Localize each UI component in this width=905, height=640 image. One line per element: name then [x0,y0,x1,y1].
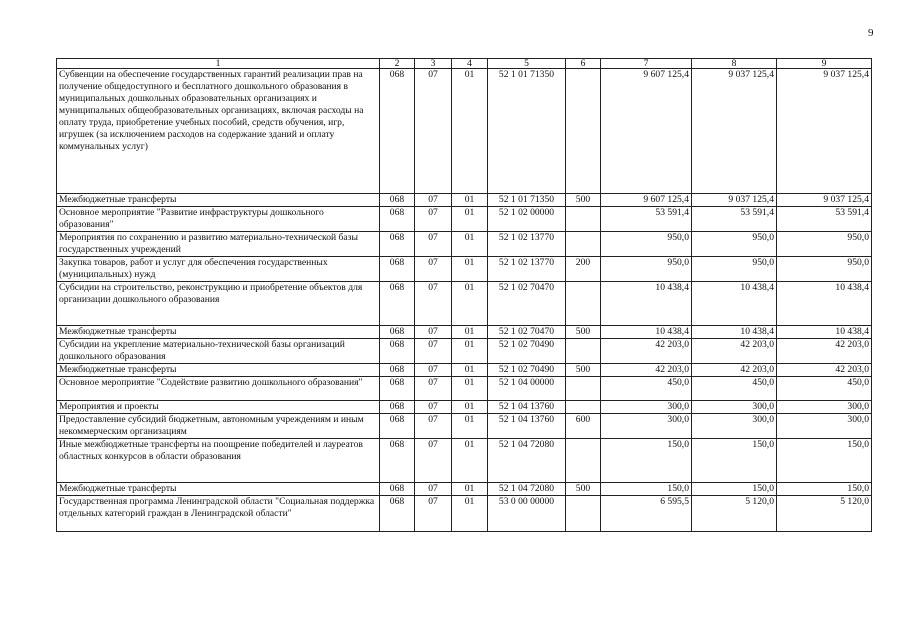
expense-type-code [566,207,601,232]
table-row [57,401,872,414]
amount-col-7: 10 438,4 [601,326,692,339]
target-article-code: 52 1 04 13760 [488,414,566,439]
row-description: Основное мероприятие "Содействие развитию дошкольного образования" [57,377,380,401]
subsection-code: 01 [452,194,488,207]
expense-type-code: 500 [566,364,601,377]
row-description: Закупка товаров, работ и услуг для обеспечения государственных (муниципальных) нужд [57,257,380,282]
amount-col-9: 9 037 125,4 [777,69,872,194]
table-row [57,194,872,207]
target-article-code: 52 1 04 13760 [488,401,566,414]
table-row [57,339,872,364]
subsection-code: 01 [452,496,488,532]
amount-col-8: 150,0 [692,483,777,496]
amount-col-8: 53 591,4 [692,207,777,232]
chapter-code: 068 [380,401,415,414]
amount-col-8: 42 203,0 [692,364,777,377]
section-code: 07 [415,207,452,232]
target-article-code: 52 1 02 13770 [488,257,566,282]
amount-col-8: 950,0 [692,232,777,257]
amount-col-7: 450,0 [601,377,692,401]
amount-col-7: 150,0 [601,483,692,496]
amount-col-8: 300,0 [692,401,777,414]
amount-col-8: 950,0 [692,257,777,282]
section-code: 07 [415,326,452,339]
chapter-code: 068 [380,69,415,194]
page-number: 9 [868,27,874,39]
col-header: 9 [777,59,872,69]
amount-col-7: 150,0 [601,439,692,483]
target-article-code: 52 1 04 72080 [488,483,566,496]
target-article-code: 52 1 04 00000 [488,377,566,401]
subsection-code: 01 [452,257,488,282]
table-row [57,207,872,232]
expense-type-code: 200 [566,257,601,282]
expense-type-code: 500 [566,483,601,496]
table-row [57,257,872,282]
row-description: Основное мероприятие "Развитие инфраструктуры дошкольного образования" [57,207,380,232]
amount-col-8: 42 203,0 [692,339,777,364]
chapter-code: 068 [380,483,415,496]
expense-type-code: 500 [566,326,601,339]
table-row [57,232,872,257]
row-description: Иные межбюджетные трансферты на поощрение победителей и лауреатов областных конкурсов в области образования [57,439,380,483]
amount-col-8: 5 120,0 [692,496,777,532]
row-description: Межбюджетные трансферты [57,326,380,339]
amount-col-7: 42 203,0 [601,364,692,377]
amount-col-9: 9 037 125,4 [777,194,872,207]
chapter-code: 068 [380,194,415,207]
col-header: 1 [57,59,380,69]
amount-col-8: 9 037 125,4 [692,69,777,194]
row-description: Мероприятия и проекты [57,401,380,414]
amount-col-8: 10 438,4 [692,326,777,339]
row-description: Субвенции на обеспечение государственных гарантий реализации прав на получение общедоступного и бесплатного дошкольного образования в муниципальных дошкольных образовательных организациях и муниципальных общеобразовательных организациях, включая расходы на оплату труда, приобретение учебных пособий, средств обучения, игр, игрушек (за исключением расходов на содержание зданий и оплату коммунальных услуг) [57,69,380,194]
section-code: 07 [415,282,452,326]
chapter-code: 068 [380,257,415,282]
chapter-code: 068 [380,232,415,257]
amount-col-8: 10 438,4 [692,282,777,326]
section-code: 07 [415,257,452,282]
amount-col-9: 42 203,0 [777,339,872,364]
amount-col-7: 9 607 125,4 [601,69,692,194]
target-article-code: 52 1 02 70470 [488,326,566,339]
expense-type-code [566,282,601,326]
subsection-code: 01 [452,232,488,257]
chapter-code: 068 [380,207,415,232]
amount-col-7: 950,0 [601,232,692,257]
chapter-code: 068 [380,364,415,377]
section-code: 07 [415,232,452,257]
col-header: 6 [566,59,601,69]
chapter-code: 068 [380,282,415,326]
amount-col-9: 950,0 [777,257,872,282]
table-row [57,282,872,326]
subsection-code: 01 [452,377,488,401]
amount-col-9: 10 438,4 [777,282,872,326]
row-description: Государственная программа Ленинградской области "Социальная поддержка отдельных категорий граждан в Ленинградской области" [57,496,380,532]
amount-col-7: 10 438,4 [601,282,692,326]
amount-col-9: 950,0 [777,232,872,257]
expense-type-code: 600 [566,414,601,439]
target-article-code: 52 1 02 70470 [488,282,566,326]
table-row [57,496,872,532]
target-article-code: 52 1 02 00000 [488,207,566,232]
chapter-code: 068 [380,339,415,364]
chapter-code: 068 [380,414,415,439]
row-description: Межбюджетные трансферты [57,364,380,377]
section-code: 07 [415,483,452,496]
row-description: Субсидии на укрепление материально-технической базы организаций дошкольного образования [57,339,380,364]
chapter-code: 068 [380,326,415,339]
amount-col-7: 42 203,0 [601,339,692,364]
chapter-code: 068 [380,377,415,401]
chapter-code: 068 [380,439,415,483]
budget-table [56,58,872,532]
table-row [57,69,872,194]
amount-col-9: 42 203,0 [777,364,872,377]
section-code: 07 [415,377,452,401]
section-code: 07 [415,364,452,377]
row-description: Межбюджетные трансферты [57,194,380,207]
amount-col-8: 300,0 [692,414,777,439]
subsection-code: 01 [452,439,488,483]
row-description: Межбюджетные трансферты [57,483,380,496]
subsection-code: 01 [452,326,488,339]
col-header: 5 [488,59,566,69]
table-row [57,483,872,496]
target-article-code: 52 1 02 70490 [488,364,566,377]
amount-col-9: 150,0 [777,439,872,483]
target-article-code: 52 1 04 72080 [488,439,566,483]
amount-col-9: 5 120,0 [777,496,872,532]
target-article-code: 52 1 02 70490 [488,339,566,364]
row-description: Предоставление субсидий бюджетным, автономным учреждениям и иным некоммерческим организациям [57,414,380,439]
subsection-code: 01 [452,401,488,414]
section-code: 07 [415,496,452,532]
target-article-code: 53 0 00 00000 [488,496,566,532]
amount-col-8: 150,0 [692,439,777,483]
amount-col-7: 6 595,5 [601,496,692,532]
amount-col-9: 150,0 [777,483,872,496]
row-description: Мероприятия по сохранению и развитию материально-технической базы государственных учреждений [57,232,380,257]
subsection-code: 01 [452,364,488,377]
row-description: Субсидии на строительство, реконструкцию и приобретение объектов для организации дошкольного образования [57,282,380,326]
section-code: 07 [415,439,452,483]
table-row [57,414,872,439]
section-code: 07 [415,194,452,207]
col-header: 7 [601,59,692,69]
section-code: 07 [415,414,452,439]
col-header: 4 [452,59,488,69]
expense-type-code [566,377,601,401]
expense-type-code [566,439,601,483]
amount-col-9: 300,0 [777,414,872,439]
amount-col-9: 53 591,4 [777,207,872,232]
target-article-code: 52 1 01 71350 [488,194,566,207]
subsection-code: 01 [452,207,488,232]
expense-type-code [566,339,601,364]
col-header: 8 [692,59,777,69]
target-article-code: 52 1 02 13770 [488,232,566,257]
subsection-code: 01 [452,483,488,496]
subsection-code: 01 [452,69,488,194]
amount-col-7: 300,0 [601,401,692,414]
amount-col-7: 9 607 125,4 [601,194,692,207]
table-row [57,439,872,483]
section-code: 07 [415,401,452,414]
table-row [57,364,872,377]
col-header: 3 [415,59,452,69]
table-row [57,326,872,339]
amount-col-8: 9 037 125,4 [692,194,777,207]
expense-type-code [566,496,601,532]
expense-type-code: 500 [566,194,601,207]
column-number-header [57,59,872,69]
chapter-code: 068 [380,496,415,532]
amount-col-7: 53 591,4 [601,207,692,232]
section-code: 07 [415,69,452,194]
subsection-code: 01 [452,414,488,439]
col-header: 2 [380,59,415,69]
expense-type-code [566,232,601,257]
target-article-code: 52 1 01 71350 [488,69,566,194]
expense-type-code [566,401,601,414]
amount-col-9: 10 438,4 [777,326,872,339]
subsection-code: 01 [452,339,488,364]
amount-col-9: 450,0 [777,377,872,401]
expense-type-code [566,69,601,194]
amount-col-7: 950,0 [601,257,692,282]
subsection-code: 01 [452,282,488,326]
table-row [57,377,872,401]
section-code: 07 [415,339,452,364]
amount-col-8: 450,0 [692,377,777,401]
amount-col-9: 300,0 [777,401,872,414]
amount-col-7: 300,0 [601,414,692,439]
